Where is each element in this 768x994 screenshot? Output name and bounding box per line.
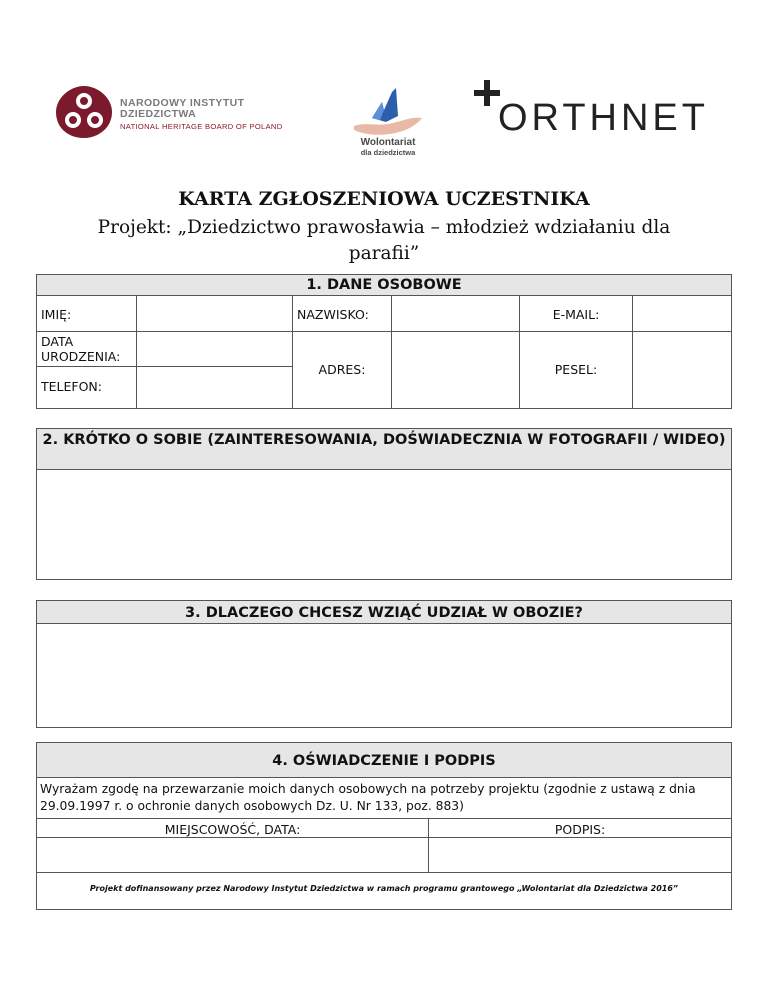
plus-icon — [474, 80, 500, 106]
signature-label: PODPIS: — [554, 822, 606, 837]
section4-heading: 4. OŚWIADCZENIE I PODPIS — [36, 742, 732, 778]
orthnet-logo-text: ORTHNET — [498, 97, 709, 139]
place-date-label: MIEJSCOWOŚĆ, DATA: — [164, 822, 301, 837]
signature-field[interactable] — [429, 837, 731, 873]
pesel-label-cell — [519, 331, 633, 409]
nid-line2: DZIEDZICTWA — [120, 108, 197, 120]
about-me-field[interactable] — [36, 469, 732, 580]
nid-emblem-icon — [54, 84, 114, 140]
adres-field[interactable] — [391, 331, 520, 409]
section2-heading: 2. KRÓTKO O SOBIE (ZAINTERESOWANIA, DOŚWIADECZNIA W FOTOGRAFII / WIDEO) — [36, 428, 732, 470]
imie-label-cell — [36, 295, 137, 332]
motivation-field[interactable] — [36, 623, 732, 728]
email-label: E-MAIL: — [552, 307, 600, 322]
pesel-label: PESEL: — [554, 362, 598, 377]
telefon-label: TELEFON: — [41, 379, 102, 394]
section3-heading: 3. DLACZEGO CHCESZ WZIĄĆ UDZIAŁ W OBOZIE? — [36, 600, 732, 624]
data-urodzenia-field[interactable] — [136, 331, 293, 367]
nazwisko-label-cell — [292, 295, 392, 332]
email-field[interactable] — [632, 295, 732, 332]
section1-heading: 1. DANE OSOBOWE — [36, 274, 732, 296]
imie-label: IMIĘ: — [41, 307, 72, 322]
place-date-label-cell — [37, 818, 429, 838]
nazwisko-field[interactable] — [391, 295, 520, 332]
nazwisko-label: NAZWISKO: — [297, 307, 369, 322]
adres-label-cell — [292, 331, 392, 409]
form-title: KARTA ZGŁOSZENIOWA UCZESTNIKA — [178, 188, 590, 210]
telefon-label-cell — [36, 366, 137, 409]
nid-line3: NATIONAL HERITAGE BOARD OF POLAND — [120, 122, 283, 131]
nid-logo-text — [120, 98, 283, 132]
consent-text: Wyrażam zgodę na przewarzanie moich danych osobowych na potrzeby projektu (zgodnie z ustawą z dnia 29.09.1997 r. o ochronie danych osobowych Dz. U. Nr 133, poz. 883) — [40, 782, 696, 813]
pesel-field[interactable] — [632, 331, 732, 409]
hand-building-icon — [350, 82, 426, 138]
project-subtitle: Projekt: „Dziedzictwo prawosławia – młodzież wdziałaniu dla parafii” — [97, 217, 671, 264]
data-urodzenia-label: DATA URODZENIA: — [41, 334, 121, 364]
wolontariat-title: Wolontariat — [360, 137, 416, 148]
signature-label-cell — [429, 818, 731, 838]
imie-field[interactable] — [136, 295, 293, 332]
place-date-field[interactable] — [37, 837, 429, 873]
declaration-box — [36, 777, 732, 910]
nid-line1: NARODOWY INSTYTUT — [120, 97, 245, 109]
funding-note: Projekt dofinansowany przez Narodowy Instytut Dziedzictwa w ramach programu grantowego „Wolontariat dla Dziedzictwa 2016” — [89, 884, 679, 893]
wolontariat-subtitle: dla dziedzictwa — [360, 148, 416, 157]
adres-label: ADRES: — [318, 362, 366, 377]
data-urodzenia-label-cell — [36, 331, 137, 367]
email-label-cell — [519, 295, 633, 332]
telefon-field[interactable] — [136, 366, 293, 409]
